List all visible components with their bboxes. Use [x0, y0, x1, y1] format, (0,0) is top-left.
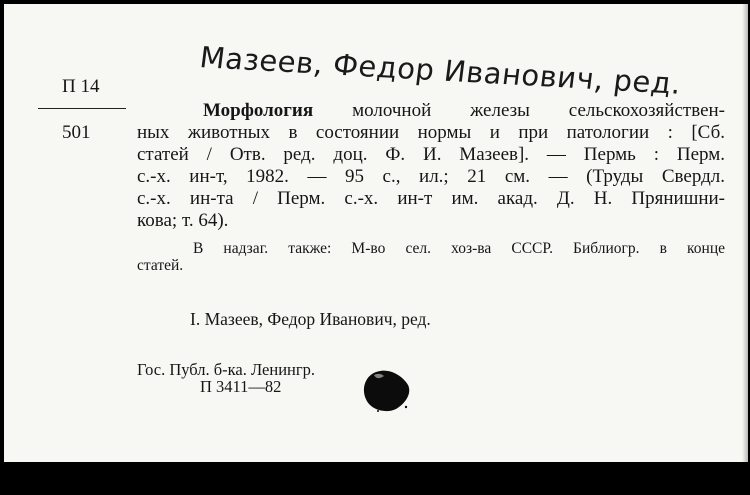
shelf-number: 501 — [62, 122, 91, 143]
entry-line-text: молочной железы сельскохозяйствен- — [352, 100, 725, 121]
library-call-number: П 3411—82 — [200, 377, 282, 396]
note-line: статей. — [137, 257, 184, 274]
entry-line — [137, 100, 725, 122]
handwritten-heading: Мазеев, Федор Иванович, ред. — [197, 40, 684, 101]
catalog-card — [4, 4, 748, 462]
library-name: Гос. Публ. б-ка. Ленингр. — [137, 360, 316, 379]
entry-line: с.-х. ин-та / Перм. с.-х. ин-т им. акад. Д. Н. Прянишни- — [137, 188, 725, 209]
shelf-mark-divider — [38, 108, 126, 109]
added-entry: I. Мазеев, Федор Иванович, ред. — [190, 309, 431, 329]
entry-line: ных животных в состоянии нормы и при патологии : [Сб. — [137, 122, 725, 143]
entry-title: Морфология — [203, 100, 314, 121]
bibliographic-entry — [137, 100, 725, 232]
note-line — [137, 240, 725, 257]
entry-line: с.-х. ин-т, 1982. — 95 с., ил.; 21 см. — (Труды Свердл. — [137, 166, 725, 187]
bibliographic-note — [137, 240, 725, 274]
card-edge-shadow — [742, 4, 748, 462]
entry-line: статей / Отв. ред. доц. Ф. И. Мазеев]. — Пермь : Перм. — [137, 144, 725, 165]
entry-line: кова; т. 64). — [137, 210, 229, 231]
scan-background — [0, 462, 750, 495]
shelf-mark: П 14 — [62, 76, 100, 97]
note-line-text: В надзаг. также: М-во сел. хоз-ва СССР. Библиогр. в конце — [193, 240, 725, 257]
ink-stamp-icon — [360, 367, 412, 413]
